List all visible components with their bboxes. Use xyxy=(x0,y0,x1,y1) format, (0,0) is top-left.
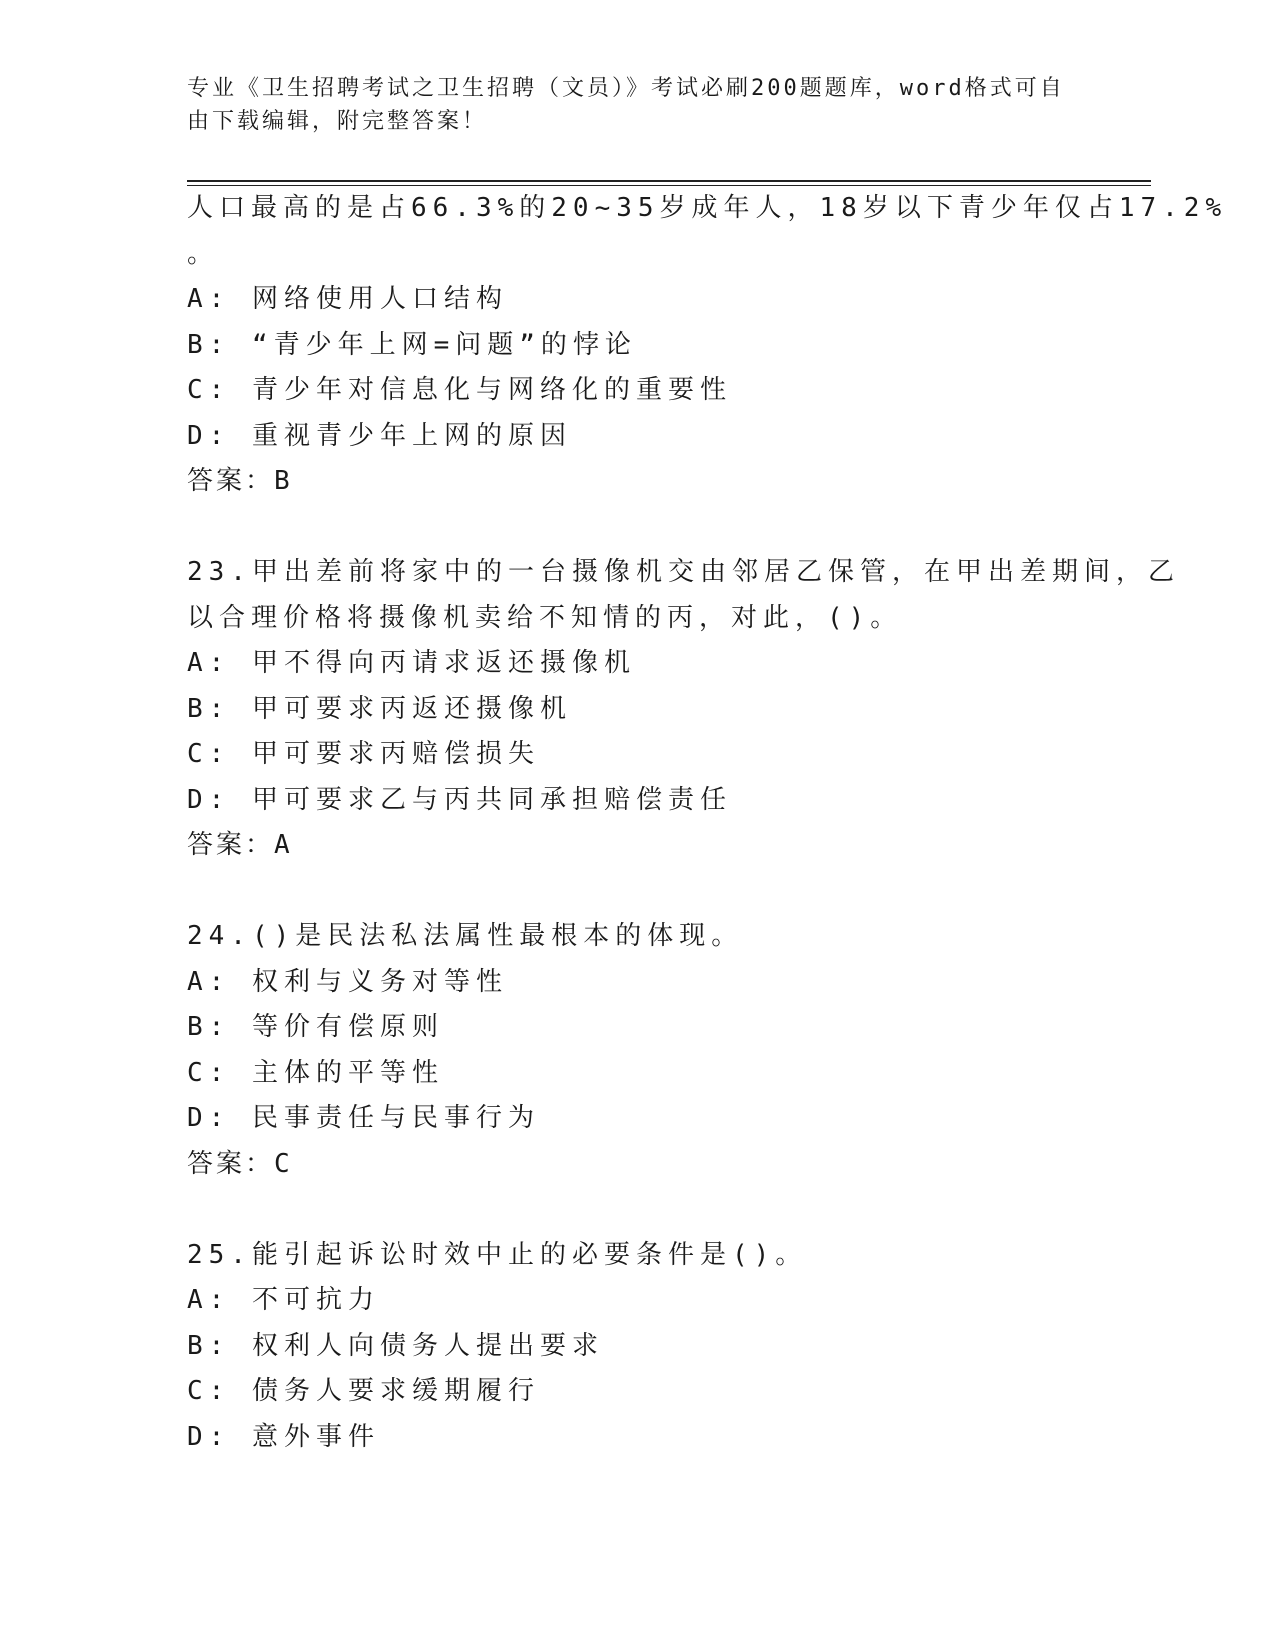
header-title-line-1: 专业《卫生招聘考试之卫生招聘（文员）》考试必刷200题题库，word格式可自 xyxy=(187,76,1065,101)
answer-label: 答案：A xyxy=(187,830,293,860)
option-d: D: 重视青少年上网的原因 xyxy=(187,420,572,451)
question-stem: 。 xyxy=(187,238,220,269)
answer-label: 答案：B xyxy=(187,466,293,496)
question-25 xyxy=(187,1233,1147,1461)
question-stem: 24.()是民法私法属性最根本的体现。 xyxy=(187,921,744,951)
question-23 xyxy=(187,550,1180,869)
question-spacer xyxy=(187,869,1147,915)
question-stem: 人口最高的是占66.3%的20~35岁成年人，18岁以下青少年仅占17.2% xyxy=(187,193,1228,223)
option-c: C: 主体的平等性 xyxy=(187,1057,444,1088)
question-stem: 25.能引起诉讼时效中止的必要条件是()。 xyxy=(187,1239,808,1270)
page-header xyxy=(187,72,1087,138)
question-24 xyxy=(187,914,1147,1187)
question-list xyxy=(187,186,1228,1460)
option-a: A: 权利与义务对等性 xyxy=(187,966,508,997)
option-a: A: 网络使用人口结构 xyxy=(187,284,508,314)
question-spacer xyxy=(187,1187,1147,1233)
option-d: D: 意外事件 xyxy=(187,1421,380,1452)
answer-label: 答案：C xyxy=(187,1148,293,1179)
option-d: D: 民事责任与民事行为 xyxy=(187,1103,540,1133)
option-a: A: 不可抗力 xyxy=(187,1285,380,1315)
question-stem: 23.甲出差前将家中的一台摄像机交由邻居乙保管，在甲出差期间，乙 xyxy=(187,557,1180,587)
option-c: C: 甲可要求丙赔偿损失 xyxy=(187,739,540,769)
option-c: C: 青少年对信息化与网络化的重要性 xyxy=(187,375,732,405)
question-spacer xyxy=(187,505,1147,551)
option-a: A: 甲不得向丙请求返还摄像机 xyxy=(187,648,636,678)
option-c: C: 债务人要求缓期履行 xyxy=(187,1376,540,1406)
header-divider-thick xyxy=(187,180,1151,182)
option-b: B: 权利人向债务人提出要求 xyxy=(187,1330,604,1361)
option-d: D: 甲可要求乙与丙共同承担赔偿责任 xyxy=(187,784,732,815)
option-b: B: 等价有偿原则 xyxy=(187,1012,444,1042)
header-title-line-2: 由下载编辑，附完整答案！ xyxy=(187,109,488,134)
option-b: B: 甲可要求丙返还摄像机 xyxy=(187,693,572,724)
question-stem: 以合理价格将摄像机卖给不知情的丙，对此，()。 xyxy=(187,602,903,633)
question-22 xyxy=(187,186,1228,505)
option-b: B: “青少年上网=问题”的悖论 xyxy=(187,329,637,360)
